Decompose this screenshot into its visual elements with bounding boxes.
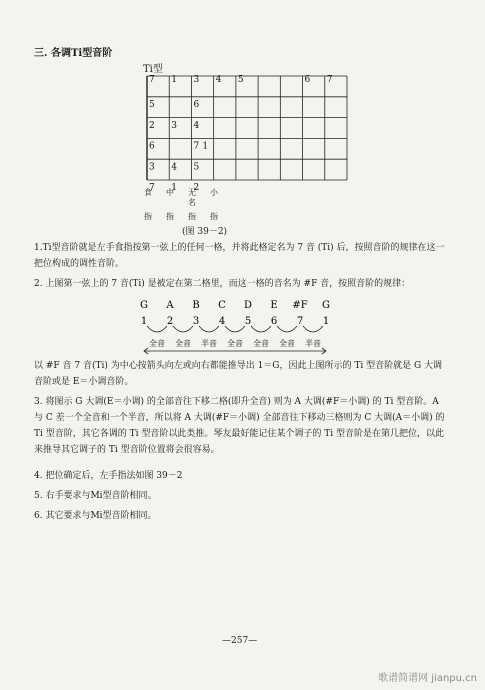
interval-arc [147,326,167,332]
fret-note: 7 [149,183,155,194]
interval-arc [199,326,219,332]
watermark: 歌谱简谱网 jianpu.cn [378,673,477,684]
fret-note: 4 [215,75,222,86]
fret-note: 1 [171,183,177,194]
interval-arc [277,326,297,332]
scale-degree: 2 [166,316,174,327]
paragraph-1: 1.Ti型音阶就是左手食指按第一弦上的任何一格，并将此格定名为 7 音 (Ti) 后，按照音阶的规律在这一把位构成的调性音阶。 [34,243,445,269]
scale-note-name: B [192,300,200,311]
fret-note: 7 [193,141,200,152]
finger-suffix: 指 [188,212,196,221]
fret-note: 3 [149,162,155,173]
interval-label: 全音 [149,339,165,348]
interval-label: 全音 [253,339,269,348]
scale-degree: 5 [244,316,252,327]
scale-degree: 1 [140,316,148,327]
paragraph-3: 以 #F 音 7 音(Ti) 为中心按箭头向左或向右都能推导出 1＝G，因此上图所示的 Ti 型音阶就是 G 大调音阶或是 E＝小调音阶。 [34,361,443,387]
scale-note-name: G [140,300,148,311]
scale-degree: 6 [270,316,278,327]
finger-suffix: 指 [144,212,152,221]
scale-degree: 7 [296,316,304,327]
scale-degree: 3 [192,316,200,327]
scale-degree: 4 [218,316,226,327]
fret-note: 1 [171,75,177,86]
finger-name: 无 名 [188,188,196,207]
paragraph-6: 5. 右手要求与Mi型音阶相同。 [34,491,157,501]
fret-note: 5 [149,100,155,111]
interval-label: 全音 [175,339,191,348]
fretboard-diagram [135,64,365,204]
interval-arc [251,326,271,332]
fret-note: 6 [304,75,311,86]
interval-label: 全音 [279,339,295,348]
fret-note: 2 [149,120,155,131]
fret-note: 1 [202,141,209,152]
section-heading: 三. 各调Ti型音阶 [34,48,113,59]
figure-caption: (图 39－2) [182,227,228,237]
fret-note: 7 [149,75,155,86]
interval-arc [173,326,193,332]
paragraph-5: 4. 把位确定后，左手指法如图 39－2 [34,471,183,481]
fret-note: 5 [193,162,200,173]
scale-note-name: D [243,300,253,311]
interval-arc [303,326,323,332]
scale-diagram [130,298,350,358]
paragraph-4: 3. 将图示 G 大调(E＝小调) 的全部音往下移二格(即升全音) 则为 A 大调(#F＝小调) 的 Ti 型音阶。A 与 C 差一个全音和一个半音，所以将 A 大调(#F＝小调) 全部音往下移动三格则为 C 大调(A＝小调) 的 Ti 型音阶，其它各调的 Ti 型音阶以此类推。琴友最好能记住某个调子的 Ti 型音阶是在第几把位，以此来推导其它调子的 Ti 型音阶位置将会很容易。 [34,397,445,455]
finger-suffix: 指 [210,212,218,221]
finger-name: 中 [166,188,174,197]
scale-note-name: G [322,300,330,311]
interval-arc [225,326,245,332]
fret-note: 3 [193,75,200,86]
scale-degree: 1 [322,316,330,327]
scale-note-name: C [218,300,226,311]
finger-suffix: 指 [166,212,174,221]
diagram-label: Ti型 [143,64,163,75]
finger-name: 食 [144,188,152,197]
paragraph-2: 2. 上图第一弦上的 7 音(Ti) 是被定在第二格里，而这一格的音名为 #F 音，按照音阶的规律： [34,279,411,289]
fret-note: 6 [193,100,200,111]
page-number: —257— [222,636,258,646]
fret-note: 3 [171,120,177,131]
scale-note-name: #F [292,300,308,311]
scale-note-name: E [270,300,278,311]
fret-note: 4 [171,162,177,173]
fret-note: 2 [193,183,200,194]
scale-note-name: A [166,300,174,311]
fret-note: 6 [149,141,155,152]
fret-note: 5 [237,75,244,86]
fret-note: 7 [326,75,333,86]
finger-name: 小 [210,188,218,197]
interval-label: 半音 [201,339,217,348]
fret-note: 4 [193,120,200,131]
interval-label: 半音 [305,339,321,348]
interval-label: 全音 [227,339,243,348]
paragraph-7: 6. 其它要求与Mi型音阶相同。 [34,511,157,521]
finger-names [140,188,230,224]
